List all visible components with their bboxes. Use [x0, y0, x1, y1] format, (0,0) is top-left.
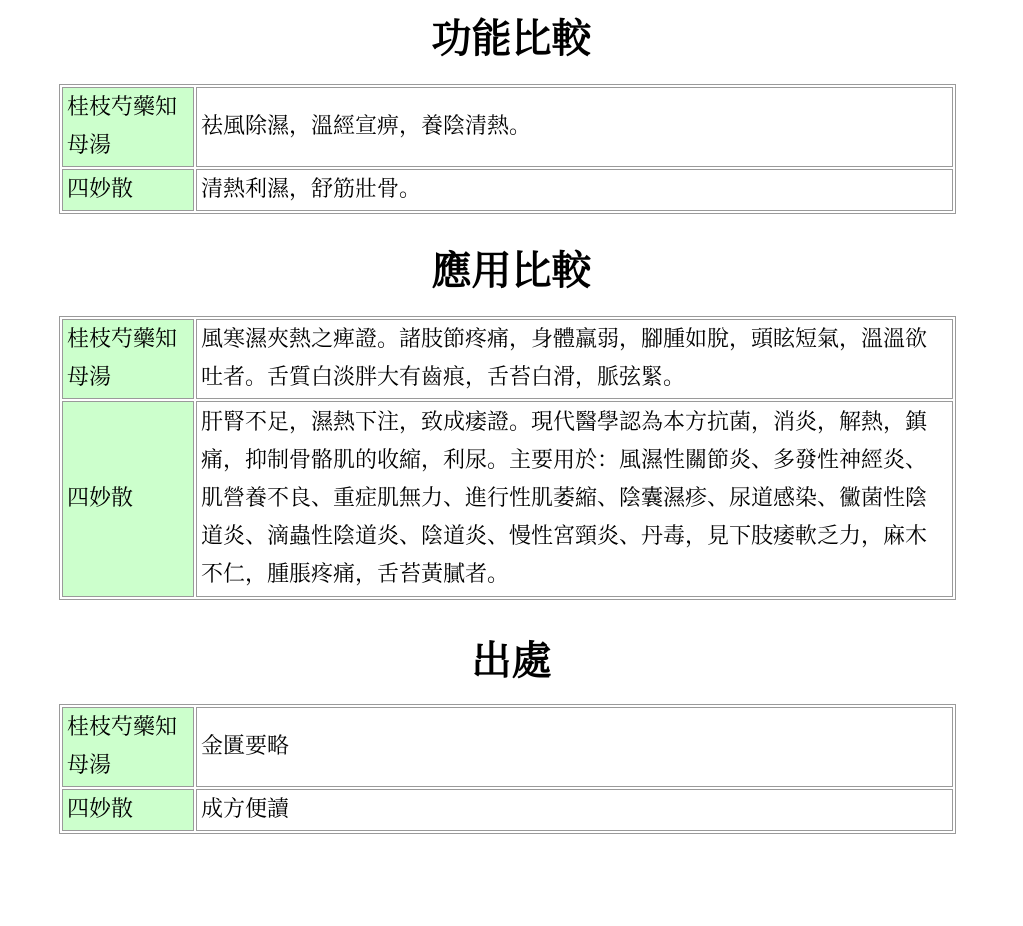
- formula-name-cell: 桂枝芍藥知母湯: [62, 707, 194, 787]
- table-row: [62, 789, 953, 831]
- application-comparison-table: [59, 316, 956, 600]
- description-cell: 清熱利濕，舒筋壯骨。: [196, 169, 953, 211]
- formula-name-cell: 桂枝芍藥知母湯: [62, 87, 194, 167]
- table-row: [62, 401, 953, 597]
- page: [0, 14, 1023, 834]
- function-comparison-table: [59, 84, 956, 214]
- description-cell: 成方便讀: [196, 789, 953, 831]
- section-title-function: 功能比較: [431, 16, 592, 62]
- section-title-application: 應用比較: [431, 248, 592, 294]
- formula-name-cell: 四妙散: [62, 401, 194, 597]
- formula-name-cell: 桂枝芍藥知母湯: [62, 319, 194, 399]
- description-cell: 肝腎不足，濕熱下注，致成痿證。現代醫學認為本方抗菌，消炎，解熱，鎮痛，抑制骨骼肌的收縮，利尿。主要用於：風濕性關節炎、多發性神經炎、肌營養不良、重症肌無力、進行性肌萎縮、陰囊濕疹、尿道感染、黴菌性陰道炎、滴蟲性陰道炎、陰道炎、慢性宮頸炎、丹毒，見下肢痿軟乏力，麻木不仁，腫脹疼痛，舌苔黃膩者。: [196, 401, 953, 597]
- source-comparison-table: [59, 704, 956, 834]
- formula-name-cell: 四妙散: [62, 789, 194, 831]
- description-cell: 風寒濕夾熱之痺證。諸肢節疼痛，身體羸弱，腳腫如脫，頭眩短氣，溫溫欲吐者。舌質白淡胖大有齒痕，舌苔白滑，脈弦緊。: [196, 319, 953, 399]
- table-row: [62, 87, 953, 167]
- table-row: [62, 319, 953, 399]
- formula-name-cell: 四妙散: [62, 169, 194, 211]
- section-title-source: 出處: [471, 638, 552, 684]
- description-cell: 祛風除濕，溫經宣痹，養陰清熱。: [196, 87, 953, 167]
- table-row: [62, 169, 953, 211]
- description-cell: 金匱要略: [196, 707, 953, 787]
- table-row: [62, 707, 953, 787]
